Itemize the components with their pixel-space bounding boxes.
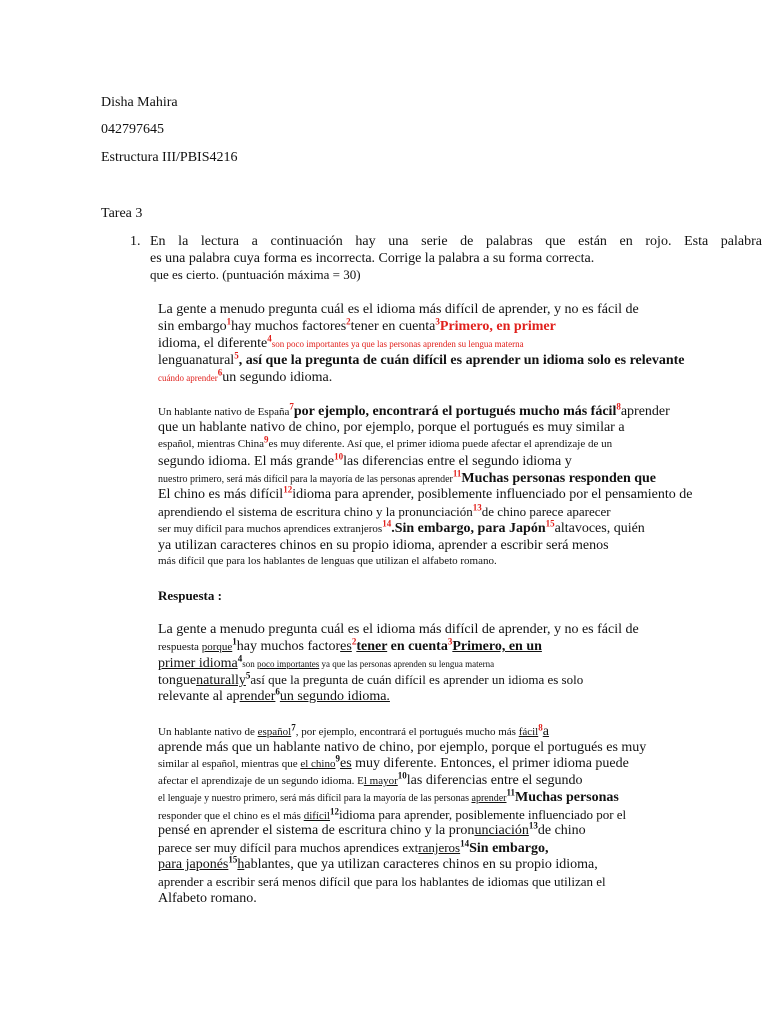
marker: 4	[237, 653, 243, 664]
text: , así que la pregunta de cuán difícil es aprender un idioma solo es relevante	[238, 353, 685, 368]
text: .Sin embargo, para Japón	[391, 521, 546, 536]
text: aprender	[620, 404, 670, 419]
instruction-line: que es cierto. (puntuación máxima = 30)	[150, 267, 361, 282]
text: español, mientras China	[158, 438, 265, 450]
text: en cuenta	[387, 639, 448, 654]
answer-line	[158, 653, 495, 672]
correction: unciación	[474, 823, 529, 838]
correction: naturally	[196, 673, 246, 688]
error-marker: 11	[452, 468, 462, 479]
instruction-line: es una palabra cuya forma es incorrecta. Corrige la palabra a su forma correcta.	[150, 251, 595, 266]
passage-line: que un hablante nativo de chino, por ejemplo, porque el portugués es muy similar a	[158, 420, 625, 435]
text: tongue	[158, 673, 197, 688]
answer-line: aprende más que un hablante nativo de chino, por ejemplo, porque el portugués es muy	[158, 740, 647, 755]
answer-line	[158, 724, 549, 740]
answer-line: aprender a escribir será menos difícil que para los hablantes de idiomas que utilizan el	[158, 874, 606, 889]
correction: poco importantes	[256, 659, 320, 669]
error-word: cuándo aprender	[158, 373, 218, 383]
answer-heading: Respuesta :	[158, 588, 222, 603]
text: responder que el chino es el más	[158, 810, 304, 822]
text: afectar el aprendizaje de un segundo idioma. E	[158, 775, 364, 787]
marker: 6	[275, 686, 280, 697]
text: por ejemplo, encontrará el portugués mucho más fácil	[293, 404, 617, 419]
error-marker: 1	[226, 316, 232, 327]
marker: 10	[397, 770, 407, 781]
correction: a	[542, 724, 549, 739]
text: idioma, el diferente	[158, 336, 268, 351]
passage-line	[158, 367, 333, 386]
text: similar al español, mientras que	[158, 758, 301, 770]
text: Un hablante nativo de	[158, 726, 258, 738]
marker: 1	[232, 636, 237, 647]
student-id: 042797645	[101, 122, 164, 137]
error-marker: 12	[283, 484, 293, 495]
text: ser muy difícil para muchos aprendices extranjeros	[158, 523, 383, 535]
answer-line	[158, 854, 598, 873]
task-title: Tarea 3	[101, 206, 143, 221]
passage-line	[158, 316, 556, 335]
marker: 8	[538, 722, 543, 733]
answer-line	[158, 753, 629, 772]
passage-line	[158, 468, 657, 487]
passage-line: La gente a menudo pregunta cuál es el idioma más difícil de aprender, y no es fácil de	[158, 302, 639, 317]
text: pensé en aprender el sistema de escritura chino y la pron	[158, 823, 475, 838]
text: El chino es más difícil	[158, 487, 284, 502]
passage-line	[158, 484, 693, 503]
text: hay muchos factor	[236, 639, 341, 654]
marker: 14	[460, 838, 470, 849]
answer-line	[158, 807, 626, 823]
text: parece ser muy difícil para muchos aprendices ext	[158, 840, 419, 855]
correction: porque	[201, 641, 233, 653]
student-name: Disha Mahira	[101, 95, 178, 110]
error-marker: 9	[264, 434, 269, 445]
text: sin embargo	[158, 319, 227, 334]
passage-line	[158, 350, 685, 369]
error-marker: 4	[267, 333, 272, 344]
marker: 7	[291, 722, 296, 733]
text: aprendiendo el sistema de escritura chino y la pronunciación	[158, 504, 473, 519]
text: Muchas personas	[515, 790, 619, 805]
correction: primer idioma	[158, 656, 238, 671]
answer-line	[158, 672, 583, 689]
instruction-line: En la lectura a continuación hay una serie de palabras que están en rojo. Esta palabra	[150, 234, 762, 249]
correction: render	[239, 689, 276, 704]
answer-line	[158, 787, 619, 806]
text: Sin embargo,	[469, 841, 549, 856]
text: las diferencias entre el segundo idioma y	[343, 454, 572, 469]
text: , por ejemplo, encontrará el portugués mucho más	[295, 726, 519, 738]
passage-line: más difícil que para los hablantes de lenguas que utilizan el alfabeto romano.	[158, 555, 497, 567]
passage-line	[158, 434, 613, 450]
text: son	[242, 659, 257, 669]
answer-line	[158, 840, 548, 857]
correction: h	[237, 857, 245, 872]
passage-line	[158, 333, 524, 352]
text: Muchas personas responden que	[461, 471, 657, 486]
text: altavoces, quién	[554, 521, 645, 536]
text: es muy diferente. Así que, el primer idioma puede afectar el aprendizaje de un	[268, 438, 613, 450]
error-marker: 3	[435, 316, 440, 327]
marker: 3	[447, 636, 453, 647]
text: ablantes, que ya utilizan caracteres chinos en su propio idioma,	[244, 857, 598, 872]
error-marker: 13	[472, 502, 482, 513]
text: de chino parece aparecer	[481, 504, 611, 519]
correction: para japonés	[158, 857, 229, 872]
correction: español	[257, 726, 292, 738]
correction: aprender	[471, 793, 507, 804]
text: de chino	[537, 823, 586, 838]
marker: 5	[245, 670, 251, 681]
text: respuesta	[158, 641, 202, 653]
error-marker: 10	[334, 451, 344, 462]
text: Un hablante nativo de España	[158, 406, 290, 418]
text: un segundo idioma.	[222, 370, 333, 385]
correction: es	[340, 639, 352, 654]
text: idioma para aprender, posiblemente influenciado por el	[338, 807, 627, 822]
marker: 11	[506, 787, 515, 798]
text: idioma para aprender, posiblemente influenciado por el pensamiento de	[292, 487, 693, 502]
error-marker: 6	[217, 367, 223, 378]
marker: 15	[228, 854, 238, 865]
text: segundo idioma. El más grande	[158, 454, 335, 469]
correction: el chino	[300, 758, 336, 770]
answer-line	[158, 770, 583, 789]
correction: tener	[356, 639, 388, 654]
answer-line: Alfabeto romano.	[158, 891, 257, 906]
correction: ranjeros	[418, 840, 461, 855]
text: así que la pregunta de cuán difícil es aprender un idioma es solo	[250, 672, 584, 687]
error-marker: 8	[616, 401, 621, 412]
answer-line: La gente a menudo pregunta cuál es el idioma más difícil de aprender, y no es fácil de	[158, 622, 639, 637]
error-word: son poco importantes ya que las personas aprenden su lengua materna	[271, 339, 524, 349]
marker: 12	[329, 806, 339, 817]
error-marker: 7	[289, 401, 294, 412]
marker: 2	[351, 636, 357, 647]
correction: fácil	[518, 726, 539, 738]
answer-line	[158, 686, 390, 705]
text: ya que las personas aprenden su lengua materna	[319, 659, 495, 669]
answer-line	[158, 636, 542, 655]
text: tener en cuenta	[350, 319, 436, 334]
passage-line	[158, 518, 645, 537]
text: muy diferente. Entonces, el primer idioma puede	[351, 756, 629, 771]
text: el lenguaje y nuestro primero, será más difícil para la mayoría de las personas	[158, 793, 472, 804]
text: hay muchos factores	[231, 319, 347, 334]
text: lenguanatural	[158, 353, 235, 368]
error-marker: 2	[346, 316, 351, 327]
correction: es	[340, 756, 352, 771]
passage-line: ya utilizan caracteres chinos en su propio idioma, aprender a escribir será menos	[158, 538, 609, 553]
marker: 13	[528, 820, 538, 831]
correction: l mayor	[363, 775, 398, 787]
course-code: Estructura III/PBIS4216	[101, 150, 238, 165]
correction: difícil	[303, 810, 330, 822]
error-marker: 15	[545, 518, 555, 529]
answer-line	[158, 820, 586, 839]
text: relevante al ap	[158, 689, 240, 704]
error-marker: 5	[234, 350, 239, 361]
error-word: Primero, en primer	[439, 319, 556, 334]
passage-line	[158, 451, 572, 470]
correction: Primero, en un	[452, 639, 542, 654]
marker: 9	[335, 753, 340, 764]
error-marker: 14	[382, 518, 392, 529]
text: nuestro primero, será más difícil para la mayoría de las personas aprender	[158, 474, 453, 485]
text: las diferencias entre el segundo	[406, 773, 583, 788]
list-number: 1.	[130, 234, 141, 249]
text: un segundo idioma.	[279, 689, 390, 704]
passage-line	[158, 401, 670, 420]
